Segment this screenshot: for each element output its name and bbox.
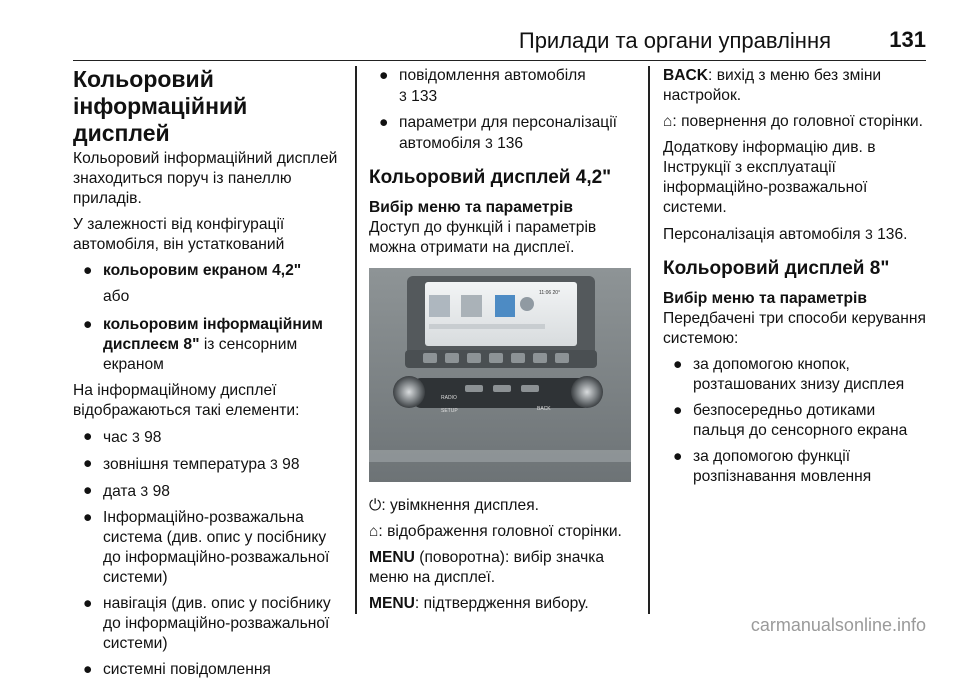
display-clock: 11:06 20°: [539, 290, 561, 296]
section-heading: Кольоровий дисплей 8": [663, 258, 890, 279]
page-ref[interactable]: 98: [144, 429, 162, 446]
paragraph: Кольоровий інформаційний дисплей знаходиться поруч із панеллю приладів.: [73, 150, 338, 207]
column-divider: [355, 66, 357, 614]
bullet-icon: ●: [83, 428, 93, 445]
list-item: ● параметри для персоналізації автомобіля 3 136: [379, 114, 618, 152]
paragraph: Передбачені три способи керування системою:: [663, 310, 926, 347]
bullet-icon: ●: [83, 661, 93, 678]
bullet-icon: ●: [83, 509, 93, 526]
list-item: ● Інформаційно-розважальна система (див. опис у посібнику до інформаційно-розважальної системи): [83, 509, 330, 586]
list-item: ● кольоровим екраном 4,2": [83, 262, 302, 279]
list-item: ● системні повідомлення: [83, 661, 271, 678]
bullet-icon: ●: [673, 402, 683, 419]
page-ref[interactable]: 133: [411, 88, 438, 105]
watermark: carmanualsonline.info: [750, 615, 926, 635]
page-ref-icon: 3: [140, 483, 149, 499]
paragraph: MENU: підтвердження вибору.: [369, 595, 589, 612]
paragraph: ⏻: увімкнення дисплея.: [369, 497, 539, 514]
radio-button: RADIO: [441, 395, 457, 401]
or-text: або: [103, 288, 130, 305]
power-icon: ⏻: [369, 497, 382, 514]
paragraph: Доступ до функцій і параметрів можна отримати на дисплеї.: [369, 219, 597, 256]
paragraph: ⌂: повернення до головної сторінки.: [663, 113, 923, 130]
list-item: ● дата 3 98: [83, 482, 170, 500]
page-ref[interactable]: 98: [282, 456, 300, 473]
home-icon: ⌂: [369, 523, 379, 540]
page-ref-icon: 3: [864, 226, 873, 242]
column-3: [663, 66, 929, 493]
list-item: ● навігація (див. опис у посібнику до інформаційно-розважальної системи): [83, 595, 331, 652]
page-ref-icon: 3: [484, 135, 493, 151]
page-ref-icon: 3: [270, 456, 278, 472]
paragraph: Персоналізація автомобіля 3 136.: [663, 226, 908, 243]
bullet-list: [73, 315, 343, 375]
home-icon: ⌂: [663, 113, 673, 130]
bullet-list: [73, 427, 343, 680]
list-item: ● за допомогою функції розпізнавання мовлення: [673, 448, 872, 485]
bullet-icon: ●: [83, 482, 93, 499]
back-label: BACK: [663, 67, 709, 84]
menu-label: MENU: [369, 549, 415, 566]
list-item: ● час 3 98: [83, 428, 162, 446]
bullet-icon: ●: [673, 448, 683, 465]
list-item: ● кольоровим інформаційним дисплеєм 8" із сенсорним екраном: [83, 316, 323, 373]
page-ref[interactable]: 136.: [877, 226, 908, 243]
list-item: ● за допомогою кнопок, розташованих знизу дисплея: [673, 356, 905, 393]
page-ref-icon: 3: [131, 429, 140, 445]
bullet-icon: ●: [83, 316, 93, 333]
list-item: ● повідомлення автомобіля 3 133: [379, 67, 586, 105]
page-ref-icon: 3: [399, 88, 407, 104]
bullet-list: [73, 261, 343, 281]
column-2: [369, 66, 635, 620]
paragraph: ⌂: відображення головної сторінки.: [369, 523, 622, 540]
bullet-list: [369, 66, 635, 154]
subheading: Вибір меню та параметрів: [663, 290, 867, 307]
page-header: [73, 26, 926, 61]
menu-label: MENU: [369, 595, 415, 612]
bullet-icon: ●: [83, 455, 93, 472]
section-heading: Кольоровий інформаційний дисплей: [73, 66, 248, 146]
column-1: [73, 66, 343, 686]
page-title: Прилади та органи управління: [518, 28, 831, 53]
paragraph: Додаткову інформацію див. в Інструкції з експлуатації інформаційно-розважальної системи.: [663, 139, 876, 216]
paragraph: BACK: вихід з меню без зміни настройок.: [663, 67, 882, 104]
dashboard-display-photo: [369, 268, 631, 482]
page-ref[interactable]: 136: [497, 135, 524, 152]
bullet-icon: ●: [83, 262, 93, 279]
page-ref[interactable]: 98: [152, 483, 170, 500]
bullet-icon: ●: [673, 356, 683, 373]
paragraph: У залежності від конфігурації автомобіля, він устаткований: [73, 216, 285, 253]
section-heading: Кольоровий дисплей 4,2": [369, 167, 612, 188]
paragraph: MENU (поворотна): вибір значка меню на дисплеї.: [369, 549, 605, 586]
paragraph: На інформаційному дисплеї відображаються такі елементи:: [73, 382, 300, 419]
list-item: ● безпосередньо дотиками пальця до сенсорного екрана: [673, 402, 908, 439]
bullet-icon: ●: [83, 595, 93, 612]
bullet-icon: ●: [379, 114, 389, 131]
dashboard-illustration: [369, 268, 631, 482]
bullet-icon: ●: [379, 67, 389, 84]
column-divider: [648, 66, 650, 614]
list-item: ● зовнішня температура 3 98: [83, 455, 300, 473]
back-button: BACK: [537, 406, 551, 412]
bullet-list: [663, 355, 929, 487]
page-number: 131: [889, 27, 926, 52]
subheading: Вибір меню та параметрів: [369, 199, 573, 216]
setup-button: SETUP: [441, 408, 458, 414]
